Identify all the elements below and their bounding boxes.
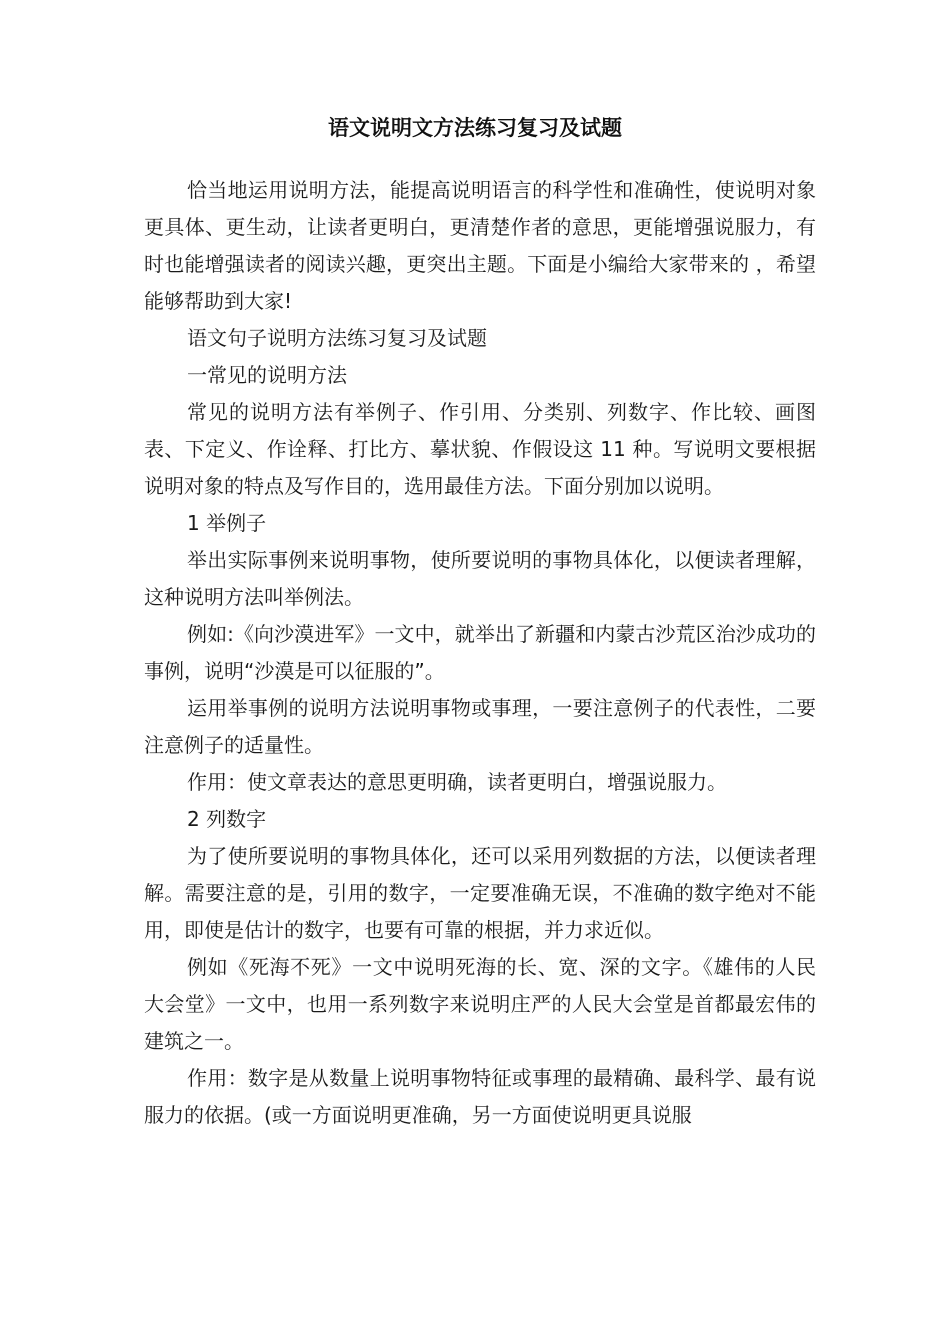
paragraph-numbers-sample: 例如《死海不死》一文中说明死海的长、宽、深的文字。《雄伟的人民大会堂》一文中，也用一系列数字来说明庄严的人民大会堂是首都最宏伟的建筑之一。 <box>144 955 816 1053</box>
paragraph-examples-definition: 举出实际事例来说明事物，使所要说明的事物具体化，以便读者理解，这种说明方法叫举例法。 <box>144 548 816 609</box>
paragraph-examples-sample: 例如:《向沙漠进军》一文中，就举出了新疆和内蒙古沙荒区治沙成功的事例，说明“沙漠是可以征服的”。 <box>144 622 816 683</box>
paragraph-subtitle: 语文句子说明方法练习复习及试题 <box>187 326 487 350</box>
page-bottom-margin <box>0 1208 950 1344</box>
paragraph-intro: 恰当地运用说明方法，能提高说明语言的科学性和准确性，使说明对象更具体、更生动，让读者更明白，更清楚作者的意思，更能增强说服力，有时也能增强读者的阅读兴趣，更突出主题。下面是小编给大家带来的 ，希望能够帮助到大家! <box>144 178 816 313</box>
paragraph-examples-notes: 运用举事例的说明方法说明事物或事理，一要注意例子的代表性，二要注意例子的适量性。 <box>144 696 816 757</box>
document-title: 语文说明文方法练习复习及试题 <box>328 116 622 140</box>
section-heading-common-methods: 一常见的说明方法 <box>187 363 347 387</box>
paragraph-numbers-definition: 为了使所要说明的事物具体化，还可以采用列数据的方法，以便读者理解。需要注意的是，引用的数字，一定要准确无误，不准确的数字绝对不能用，即使是估计的数字，也要有可靠的根据，并力求近似。 <box>144 844 816 942</box>
paragraph-methods-overview: 常见的说明方法有举例子、作引用、分类别、列数字、作比较、画图表、下定义、作诠释、打比方、摹状貌、作假设这 11 种。写说明文要根据说明对象的特点及写作目的，选用最佳方法。下面分别加以说明。 <box>144 400 816 498</box>
section-heading-examples: 1 举例子 <box>187 511 267 535</box>
section-heading-numbers: 2 列数字 <box>187 807 267 831</box>
document-body <box>144 172 816 1134</box>
paragraph-examples-effect: 作用：使文章表达的意思更明确，读者更明白，增强说服力。 <box>187 770 727 794</box>
paragraph-numbers-effect: 作用：数字是从数量上说明事物特征或事理的最精确、最科学、最有说服力的依据。(或一方面说明更准确，另一方面使说明更具说服 <box>144 1066 816 1127</box>
